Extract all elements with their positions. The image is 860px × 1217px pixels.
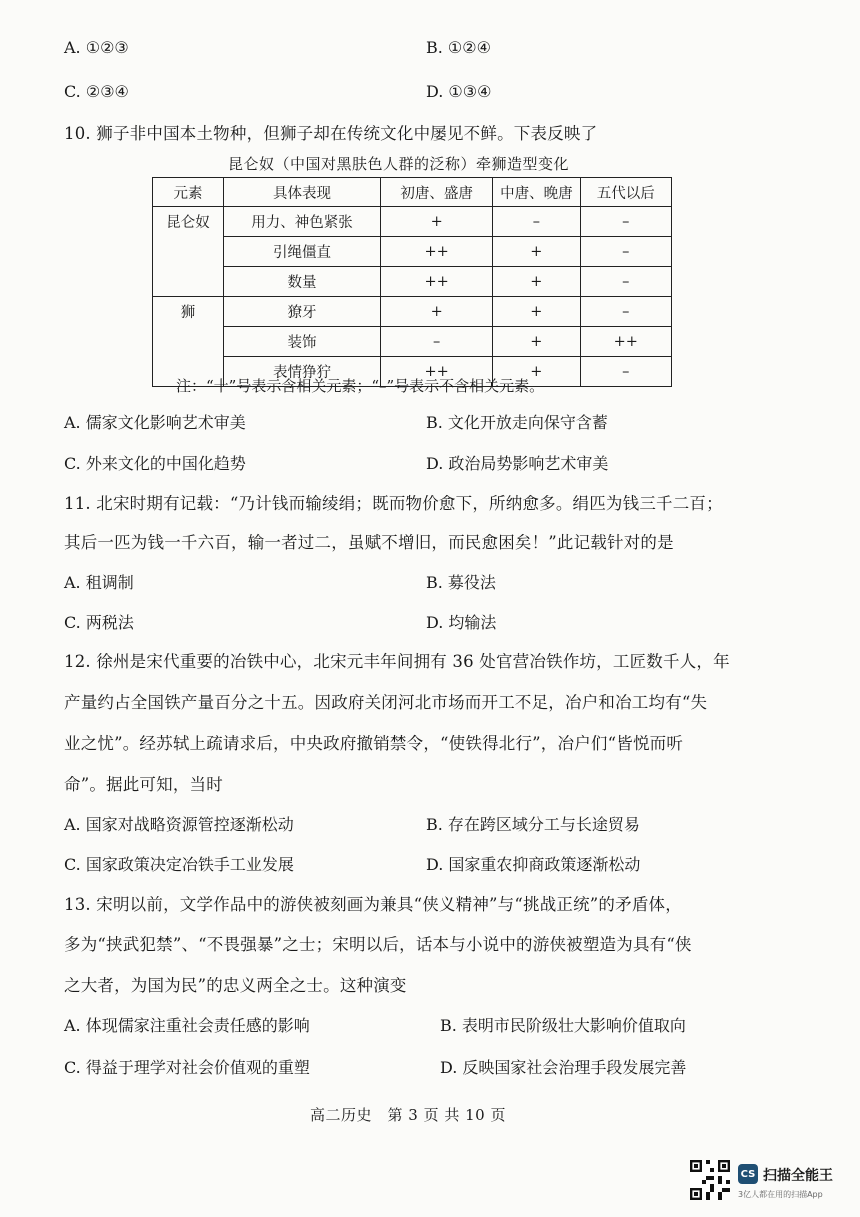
value-cell: + (493, 327, 580, 357)
q10-option-c: C. 外来文化的中国化趋势 (64, 454, 246, 473)
q11-option-d: D. 均输法 (426, 613, 497, 632)
q13-option-d: D. 反映国家社会治理手段发展完善 (440, 1058, 687, 1077)
value-cell: – (580, 297, 672, 327)
q11-option-c: C. 两税法 (64, 613, 134, 632)
cs-logo-icon: CS (738, 1164, 758, 1184)
scanner-app-name: 扫描全能王 (763, 1168, 833, 1184)
element-lion: 狮 (153, 297, 224, 387)
q12-line-2: 产量约占全国铁产量百分之十五。因政府关闭河北市场而开工不足，冶户和冶工均有“失 (64, 693, 708, 712)
q12-line-4: 命”。据此可知，当时 (64, 775, 223, 794)
q10-stem: 10. 狮子非中国本土物种，但狮子却在传统文化中屡见不鲜。下表反映了 (64, 124, 598, 143)
value-cell: ++ (381, 267, 493, 297)
feature-cell: 用力、神色紧张 (223, 207, 380, 237)
table-row (153, 327, 672, 357)
q13-line-2: 多为“挟武犯禁”、“不畏强暴”之士；宋明以后，话本与小说中的游侠被塑造为具有“侠 (64, 935, 692, 954)
value-cell: + (493, 297, 580, 327)
header-element: 元素 (153, 178, 224, 207)
value-cell: + (381, 297, 493, 327)
q11-option-a: A. 租调制 (64, 573, 134, 592)
value-cell: – (580, 267, 672, 297)
feature-cell: 装饰 (223, 327, 380, 357)
q10-table-title: 昆仑奴（中国对黑肤色人群的泛称）牵狮造型变化 (228, 155, 570, 173)
table-row (153, 237, 672, 267)
q12-line-3: 业之忧”。经苏轼上疏请求后，中央政府撤销禁令，“使铁得北行”，冶户们“皆悦而听 (64, 734, 684, 753)
q10-option-a: A. 儒家文化影响艺术审美 (64, 413, 246, 432)
table-note: 注：“十”号表示含相关元素；“–”号表示不含相关元素。 (176, 377, 545, 395)
q13-option-a: A. 体现儒家注重社会责任感的影响 (64, 1016, 310, 1035)
header-feature: 具体表现 (223, 178, 380, 207)
value-cell: + (381, 207, 493, 237)
q13-option-c: C. 得益于理学对社会价值观的重塑 (64, 1058, 310, 1077)
feature-cell: 数量 (223, 267, 380, 297)
header-five-dynasties: 五代以后 (580, 178, 672, 207)
q9-option-b: B. ①②④ (426, 38, 491, 57)
value-cell: – (580, 357, 672, 387)
page-footer: 高二历史 第 3 页 共 10 页 (310, 1106, 506, 1124)
q13-option-b: B. 表明市民阶级壮大影响价值取向 (440, 1016, 686, 1035)
value-cell: – (580, 207, 672, 237)
table-header-row (153, 178, 672, 207)
value-cell: – (580, 237, 672, 267)
q9-option-c: C. ②③④ (64, 82, 129, 101)
q12-option-b: B. 存在跨区域分工与长途贸易 (426, 815, 640, 834)
value-cell: ++ (381, 357, 493, 387)
header-early-tang: 初唐、盛唐 (381, 178, 493, 207)
q9-option-a: A. ①②③ (64, 38, 129, 57)
value-cell: ++ (381, 237, 493, 267)
lion-statue-table (152, 177, 672, 387)
q11-line-1: 11. 北宋时期有记载：“乃计钱而输绫绢；既而物价愈下，所纳愈多。绢匹为钱三千二百； (64, 494, 723, 513)
q10-option-b: B. 文化开放走向保守含蓄 (426, 413, 608, 432)
table-row (153, 267, 672, 297)
q13-line-1: 13. 宋明以前，文学作品中的游侠被刻画为兼具“侠义精神”与“挑战正统”的矛盾体， (64, 895, 682, 914)
value-cell: + (493, 267, 580, 297)
value-cell: – (381, 327, 493, 357)
q10-option-d: D. 政治局势影响艺术审美 (426, 454, 609, 473)
q12-option-d: D. 国家重农抑商政策逐渐松动 (426, 855, 641, 874)
header-late-tang: 中唐、晚唐 (493, 178, 580, 207)
q12-line-1: 12. 徐州是宋代重要的冶铁中心，北宋元丰年间拥有 36 处官营冶铁作坊，工匠数千人，年 (64, 652, 730, 671)
feature-cell: 表情狰狞 (223, 357, 380, 387)
value-cell: + (493, 237, 580, 267)
q11-line-2: 其后一匹为钱一千六百，输一者过二，虽赋不增旧，而民愈困矣！”此记载针对的是 (64, 533, 674, 552)
q12-option-c: C. 国家政策决定冶铁手工业发展 (64, 855, 294, 874)
q12-option-a: A. 国家对战略资源管控逐渐松动 (64, 815, 294, 834)
value-cell: + (493, 357, 580, 387)
feature-cell: 獠牙 (223, 297, 380, 327)
q11-option-b: B. 募役法 (426, 573, 496, 592)
value-cell: ++ (580, 327, 672, 357)
q9-option-d: D. ①③④ (426, 82, 492, 101)
scanner-tagline: 3亿人都在用的扫描App (738, 1190, 823, 1199)
qr-code-icon (690, 1160, 730, 1200)
feature-cell: 引绳僵直 (223, 237, 380, 267)
table-row (153, 207, 672, 237)
value-cell: – (493, 207, 580, 237)
table-row (153, 297, 672, 327)
element-kunlun: 昆仑奴 (153, 207, 224, 297)
q13-line-3: 之大者，为国为民”的忠义两全之士。这种演变 (64, 976, 407, 995)
